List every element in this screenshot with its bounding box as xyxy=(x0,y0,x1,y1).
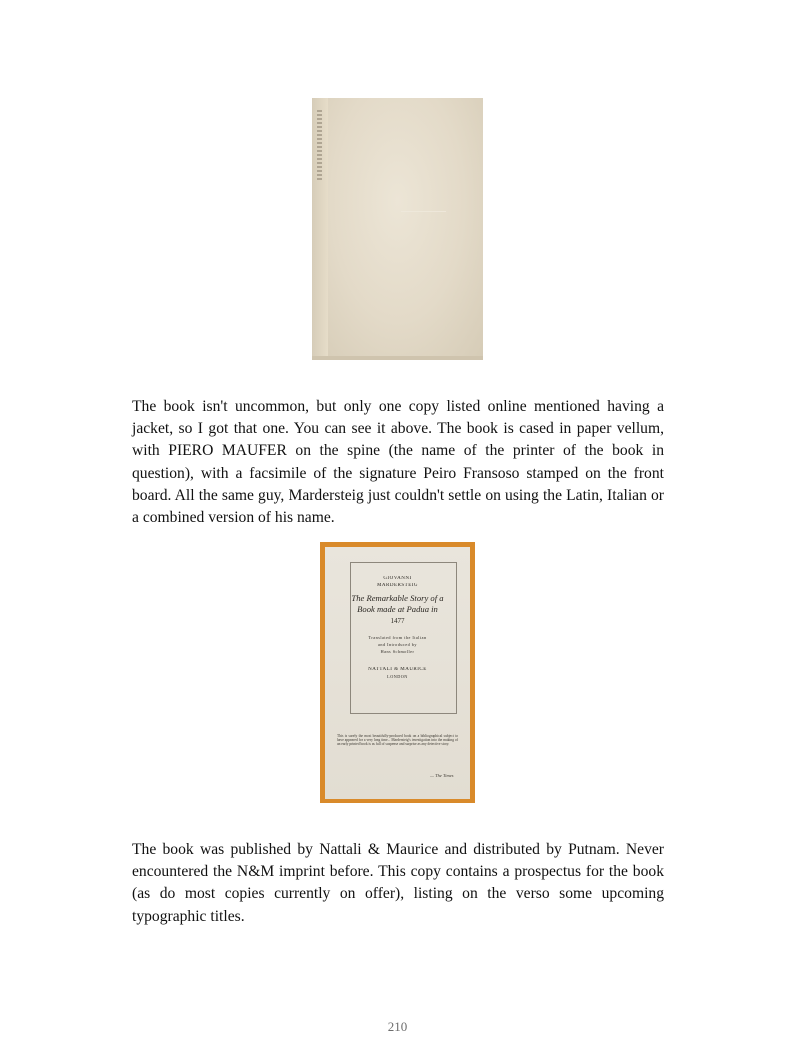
prospectus-translation-line3: Hans Schmoller xyxy=(380,649,415,654)
prospectus-year: 1477 xyxy=(390,617,405,625)
prospectus-attribution: — The Times xyxy=(430,773,454,778)
prospectus-translation-line1: Translated from the Italian xyxy=(368,635,427,640)
book-spine xyxy=(312,98,328,356)
prospectus-publisher-line1: NATTALI & MAURICE xyxy=(368,667,427,672)
prospectus-title-line1: The Remarkable Story of a xyxy=(351,593,444,603)
paragraph-book-description: The book isn't uncommon, but only one copy listed online mentioned having a jacket, so I got that one. You can see it above. The book is cased in paper vellum, with PIERO MAUFER on the spine (the name of the printer of the book in question), with a facsimile of the signature Peiro Fransoso stamped on the front board. All the same guy, Mardersteig just couldn't settle on using the Latin, Italian or a combined version of his name. xyxy=(132,398,664,527)
signature-stamp xyxy=(401,199,446,212)
prospectus-translation-line2: and Introduced by xyxy=(378,642,417,647)
prospectus-photo xyxy=(320,542,475,803)
book-front-board xyxy=(328,98,483,356)
spine-lettering xyxy=(317,110,322,182)
paragraph-publisher-note: The book was published by Nattali & Maurice and distributed by Putnam. Never encountered the N&M imprint before. This copy contains a prospectus for the book (as do most copies currently on offer), listing on the verso some upcoming typographic titles. xyxy=(132,841,664,925)
prospectus-author-line1: GIOVANNI xyxy=(383,576,412,581)
book-bottom-edge xyxy=(312,356,483,360)
prospectus-publisher-line2: LONDON xyxy=(387,674,408,679)
prospectus-title-line2: Book made at Padua in xyxy=(357,604,438,614)
book-cover-photo xyxy=(312,98,483,360)
page-number: 210 xyxy=(387,1019,408,1034)
prospectus-sheet xyxy=(325,547,470,799)
prospectus-author-line2: MARDERSTEIG xyxy=(376,583,419,588)
prospectus-blurb: This is surely the most beautifully-produced book on a bibliographical subject to have appeared for a very long time... Mardersteig's investigation into the making of an early printed book is as full of suspense and surprise as any detective story. xyxy=(337,734,458,747)
